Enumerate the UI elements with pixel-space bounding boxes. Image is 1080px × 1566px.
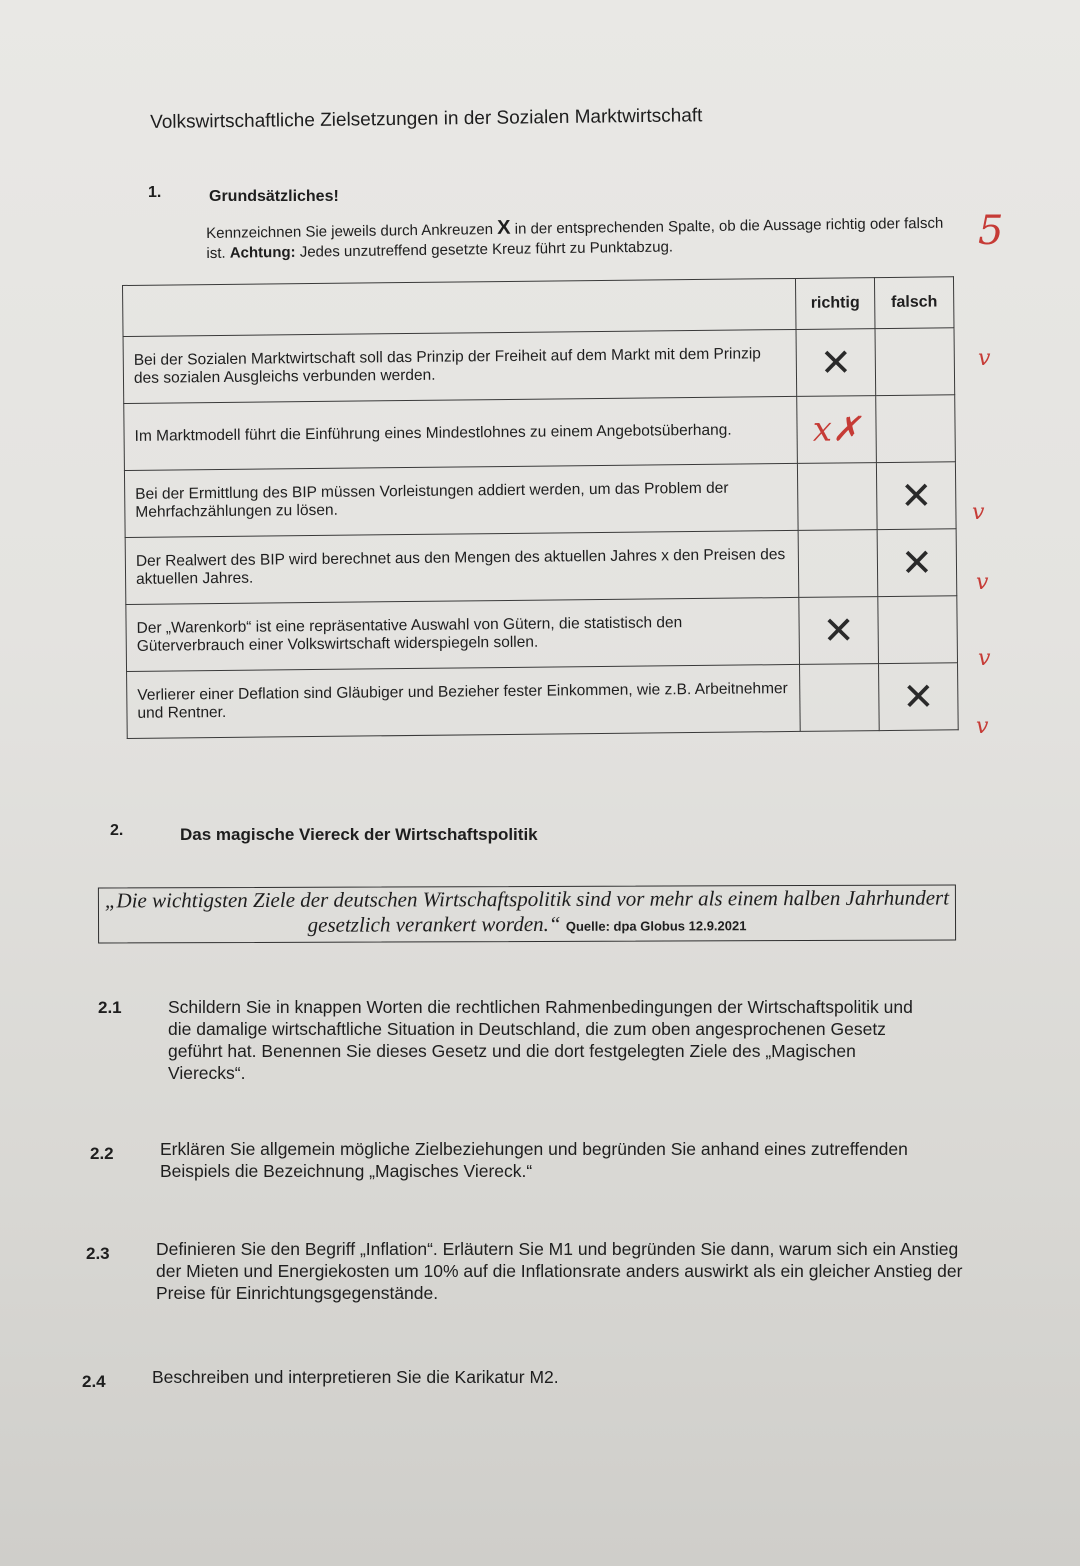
statement-6: Verlierer einer Deflation sind Gläubiger und Bezieher fester Einkommen, wie z.B. Arbeitnehmer und Rentner.	[127, 664, 801, 738]
header-statement	[123, 278, 796, 336]
task-2-3-text: Definieren Sie den Begriff „Inflation“. Erläutern Sie M1 und begründen Sie dann, warum sich ein Anstieg der Mieten und Energiekosten um 10% auf die Inflationsrate anders auswirkt als ein gleicher Anstieg der Preise für Einrichtungsgegenstände.	[156, 1239, 963, 1303]
falsch-cell-5[interactable]	[878, 596, 958, 664]
table-row	[124, 395, 956, 471]
statement-2: Im Marktmodell führt die Einführung eines Mindestlohnes zu einem Angebotsüberhang.	[124, 396, 798, 470]
task-2-1-number: 2.1	[98, 998, 122, 1017]
true-false-table	[122, 276, 959, 739]
header-richtig: richtig	[795, 278, 875, 330]
table-row	[126, 596, 958, 672]
richtig-cell-5[interactable]	[799, 597, 879, 665]
falsch-cell-6[interactable]	[879, 663, 959, 731]
falsch-cell-3[interactable]	[876, 462, 956, 530]
check-tick-icon: v	[978, 346, 991, 371]
page-title: Volkswirtschaftliche Zielsetzungen in der Sozialen Marktwirtschaft	[150, 105, 703, 133]
cross-mark: ✕	[902, 674, 935, 719]
section-2-heading: Das magische Viereck der Wirtschaftspolitik	[180, 825, 538, 844]
check-tick-icon: v	[976, 714, 989, 739]
check-tick-icon: v	[972, 500, 985, 525]
statement-5: Der „Warenkorb“ ist eine repräsentative Auswahl von Gütern, die statistisch den Güterverbrauch einer Volkswirtschaft widerspiegeln sollen.	[126, 597, 800, 671]
richtig-cell-3[interactable]	[797, 463, 877, 531]
instruction-part3: Jedes unzutreffend gesetzte Kreuz führt zu Punktabzug.	[299, 238, 674, 261]
falsch-cell-1[interactable]	[875, 328, 955, 396]
falsch-cell-4[interactable]	[877, 529, 957, 597]
instruction-attention: Achtung:	[229, 243, 296, 262]
statement-3: Bei der Ermittlung des BIP müssen Vorleistungen addiert werden, um das Problem der Mehrfachzählungen zu lösen.	[124, 463, 798, 537]
task-2-1-text: Schildern Sie in knappen Worten die rechtlichen Rahmenbedingungen der Wirtschaftspolitik und die damalige wirtschaftliche Situation in Deutschland, die zum oben angesprochenen Gesetz geführt hat. Benennen Sie dieses Gesetz und die dort festgelegten Ziele des „Magischen Vierecks“.	[168, 997, 913, 1083]
richtig-cell-6[interactable]	[800, 664, 880, 732]
task-2-4-number: 2.4	[82, 1372, 106, 1391]
instruction-part2: in der entsprechenden Spalte, ob die Aussage richtig oder falsch ist.	[206, 214, 944, 262]
richtig-cell-2[interactable]	[797, 396, 877, 464]
instruction-part1: Kennzeichnen Sie jeweils durch Ankreuzen	[206, 220, 494, 242]
quote-source: Quelle: dpa Globus 12.9.2021	[565, 918, 747, 934]
section-2-number: 2.	[110, 822, 124, 839]
quote-box	[98, 885, 956, 944]
table-row	[127, 663, 959, 739]
cross-mark: ✕	[900, 473, 933, 518]
quote-text: „Die wichtigsten Ziele der deutschen Wirtschaftspolitik sind vor mehr als einem halben Jahrhundert gesetzlich verankert worden.“	[104, 885, 950, 937]
header-falsch: falsch	[874, 277, 954, 329]
section-1-heading: Grundsätzliches!	[209, 188, 339, 205]
table-row	[124, 462, 956, 538]
check-tick-icon: v	[978, 646, 991, 671]
check-tick-icon: v	[976, 570, 989, 595]
instruction-text	[206, 212, 947, 264]
statement-4: Der Realwert des BIP wird berechnet aus den Mengen des aktuellen Jahres x den Preisen des aktuellen Jahres.	[125, 530, 799, 604]
score-mark: 5	[978, 208, 1004, 254]
cross-mark: ✕	[900, 540, 934, 585]
statement-1: Bei der Sozialen Marktwirtschaft soll das Prinzip der Freiheit auf dem Markt mit dem Prinzip des sozialen Ausgleichs verbunden werden.	[123, 329, 797, 403]
table-row	[125, 529, 957, 605]
task-2-4-text: Beschreiben und interpretieren Sie die Karikatur M2.	[152, 1367, 559, 1387]
instruction-x-mark: X	[496, 216, 511, 239]
section-1-number: 1.	[148, 184, 162, 201]
cross-mark: ✕	[819, 340, 853, 385]
falsch-cell-2[interactable]	[876, 395, 956, 463]
cross-mark: ✕	[822, 608, 855, 653]
task-2-2-text: Erklären Sie allgemein mögliche Zielbeziehungen und begründen Sie anhand eines zutreffenden Beispiels die Bezeichnung „Magisches Viereck.“	[160, 1139, 908, 1181]
corrected-mark: x✗	[812, 409, 861, 450]
task-2-3-number: 2.3	[86, 1244, 110, 1263]
table-header-row	[123, 277, 954, 337]
table-row	[123, 328, 955, 404]
richtig-cell-1[interactable]	[796, 329, 876, 397]
task-2-2-number: 2.2	[90, 1144, 114, 1163]
richtig-cell-4[interactable]	[798, 530, 878, 598]
